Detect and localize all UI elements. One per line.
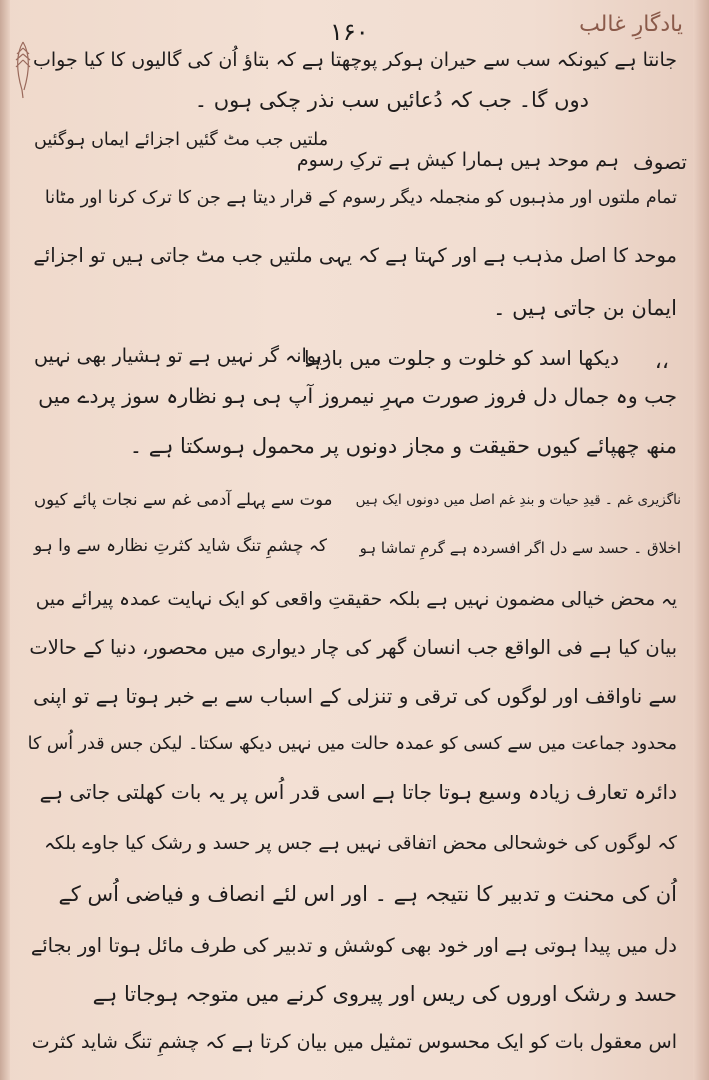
- topic-label-tasawwuf: تصوف: [633, 150, 687, 174]
- text-line: یہ محض خیالی مضمون نہیں ہے بلکہ حقیقتِ واقعی کو ایک نہایت عمدہ پیرائے میں: [35, 589, 677, 610]
- text-line: سے ناواقف اور لوگوں کی ترقی و تنزلی کے اسباب سے بے خبر ہوتا ہے تو اپنی: [33, 684, 677, 708]
- text-line: تمام ملتوں اور مذہبوں کو منجملہ دیگر رسوم کے قرار دیتا ہے جن کا ترک کرنا اور مٹانا: [44, 188, 677, 208]
- text-line: محدود جماعت میں سے کسی کو عمدہ حالت میں نہیں دیکھ سکتا۔ لیکن جس قدر اُس کا: [27, 734, 677, 754]
- ditto-mark: ،،: [654, 349, 669, 374]
- text-line: بیان کیا ہے فی الواقع جب انسان گھر کی چار دیواری میں محصور، دنیا کے حالات: [29, 636, 677, 659]
- verse-hemistich-left: ملتیں جب مٹ گئیں اجزائے ایماں ہوگئیں: [34, 130, 329, 150]
- verse-hemistich-right: ہم موحد ہیں ہمارا کیش ہے ترکِ رسوم: [296, 149, 619, 171]
- text-line: دل میں پیدا ہوتی ہے اور خود بھی کوشش و تدبیر کی طرف مائل ہوتا اور بجائے: [30, 934, 677, 957]
- text-line: موحد کا اصل مذہب ہے اور کہتا ہے کہ یہی ملتیں جب مٹ جاتی ہیں تو اجزائے: [33, 244, 677, 267]
- verse-hemistich-right: ناگزیری غم ۔ قیدِ حیات و بندِ غم اصل میں دونوں ایک ہیں: [355, 492, 681, 508]
- text-line: کہ لوگوں کی خوشحالی محض اتفاقی نہیں ہے جس پر حسد و رشک کیا جاوے بلکہ: [44, 833, 677, 854]
- text-line: حسد و رشک اوروں کی ریس اور پیروی کرنے میں متوجہ ہوجاتا ہے: [92, 982, 677, 1006]
- text-line: ایمان بن جاتی ہیں ۔: [493, 296, 677, 320]
- page-edge: [693, 0, 709, 1080]
- text-line: منھ چھپائے کیوں حقیقت و مجاز دونوں پر محمول ہوسکتا ہے ۔: [129, 434, 677, 458]
- text-line: دائرہ تعارف زیادہ وسیع ہوتا جاتا ہے اسی قدر اُس پر یہ بات کھلتی جاتی ہے: [39, 780, 677, 804]
- text-line: دوں گا۔ جب کہ دُعائیں سب نذر چکی ہوں ۔: [194, 88, 589, 112]
- text-line: اُن کی محنت و تدبیر کا نتیجہ ہے ۔ اور اس لئے انصاف و فیاضی اُس کے: [58, 882, 677, 906]
- running-header-title: یادگارِ غالب: [579, 12, 683, 37]
- text-line: جب وہ جمال دل فروز صورت مہرِ نیمروز آپ ہی ہو نظارہ سوز پردے میں: [38, 384, 677, 408]
- page-number: ۱۶۰: [330, 18, 369, 46]
- verse-hemistich-right: دیکھا اسد کو خلوت و جلوت میں بارہا: [303, 346, 619, 370]
- text-line: اس معقول بات کو ایک محسوس تمثیل میں بیان کرتا ہے کہ چشمِ تنگ شاید کثرت: [31, 1031, 677, 1053]
- verse-hemistich-left: دیوانہ گر نہیں ہے تو ہشیار بھی نہیں: [34, 345, 331, 367]
- verse-hemistich-left: کہ چشمِ تنگ شاید کثرتِ نظارہ سے وا ہو: [34, 536, 327, 556]
- verse-hemistich-right: اخلاق ۔ حسد سے دل اگر افسردہ ہے گرمِ تماشا ہو: [359, 539, 681, 557]
- text-line: جانتا ہے کیونکہ سب سے حیران ہوکر پوچھتا ہے کہ بتاؤ اُن کی گالیوں کا کیا جواب: [33, 49, 677, 71]
- page-gutter: [0, 0, 10, 1080]
- feather-ornament-icon: [12, 40, 34, 100]
- verse-hemistich-left: موت سے پہلے آدمی غم سے نجات پائے کیوں: [34, 490, 333, 509]
